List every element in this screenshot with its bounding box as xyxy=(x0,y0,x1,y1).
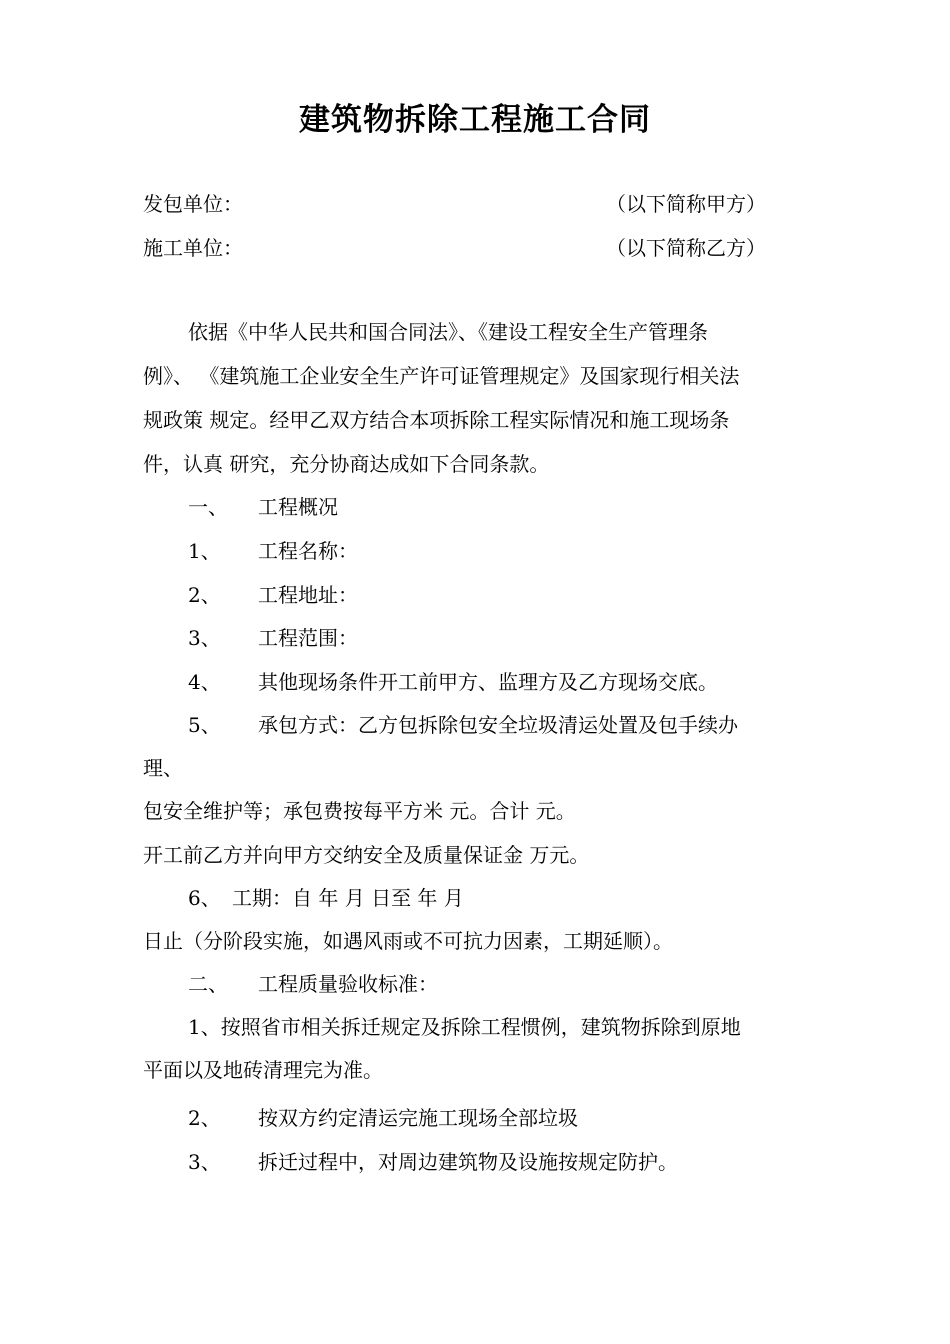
section1-heading: 工程概况 xyxy=(258,495,338,519)
item5-continuation-3: 开工前乙方并向甲方交纳安全及质量保证金 万元。 xyxy=(143,843,590,867)
section1-number: 一、 xyxy=(188,495,228,519)
item-text: 工程名称： xyxy=(258,539,358,563)
contractor-label: 施工单位： xyxy=(143,236,243,260)
item6-continuation: 日止（分阶段实施，如遇风雨或不可抗力因素，工期延顺）。 xyxy=(143,929,673,953)
item-text: 工程范围： xyxy=(258,626,358,650)
intro-line-2: 例》、 《建筑施工企业安全生产许可证管理规定》及国家现行相关法 xyxy=(143,364,740,388)
item5-continuation-1: 理、 xyxy=(143,756,183,780)
item-number: 2、 xyxy=(188,583,221,607)
contractor-note: （以下简称乙方） xyxy=(606,236,766,260)
item-number: 3、 xyxy=(188,1150,221,1174)
item6-number: 6、 xyxy=(188,886,221,910)
intro-line-4: 件，认真 研究，充分协商达成如下合同条款。 xyxy=(143,452,550,476)
item-text: 承包方式：乙方包拆除包安全垃圾清运处置及包手续办 xyxy=(258,713,738,737)
item6-text: 工期：自 年 月 日至 年 月 xyxy=(232,886,464,910)
item-number: 2、 xyxy=(188,1106,221,1130)
item-number: 3、 xyxy=(188,626,221,650)
item-text: 按双方约定清运完施工现场全部垃圾 xyxy=(258,1106,578,1130)
item5-continuation-2: 包安全维护等；承包费按每平方米 元。合计 元。 xyxy=(143,799,576,823)
intro-line-1: 依据《中华人民共和国合同法》、《建设工程安全生产管理条 xyxy=(188,320,708,344)
item-text: 拆迁过程中，对周边建筑物及设施按规定防护。 xyxy=(258,1150,678,1174)
item-number: 5、 xyxy=(188,713,221,737)
employer-note: （以下简称甲方） xyxy=(606,192,766,216)
item-number: 4、 xyxy=(188,670,221,694)
section2-number: 二、 xyxy=(188,972,228,996)
item-text: 其他现场条件开工前甲方、监理方及乙方现场交底。 xyxy=(258,670,718,694)
intro-line-3: 规政策 规定。经甲乙双方结合本项拆除工程实际情况和施工现场条 xyxy=(143,408,730,432)
section2-item1-continuation: 平面以及地砖清理完为准。 xyxy=(143,1058,383,1082)
item-text: 工程地址： xyxy=(258,583,358,607)
item-number: 1、 xyxy=(188,539,221,563)
section2-heading: 工程质量验收标准： xyxy=(258,972,438,996)
document-title: 建筑物拆除工程施工合同 xyxy=(299,102,651,138)
section2-item1: 1、按照省市相关拆迁规定及拆除工程惯例，建筑物拆除到原地 xyxy=(188,1015,741,1039)
employer-label: 发包单位： xyxy=(143,192,243,216)
